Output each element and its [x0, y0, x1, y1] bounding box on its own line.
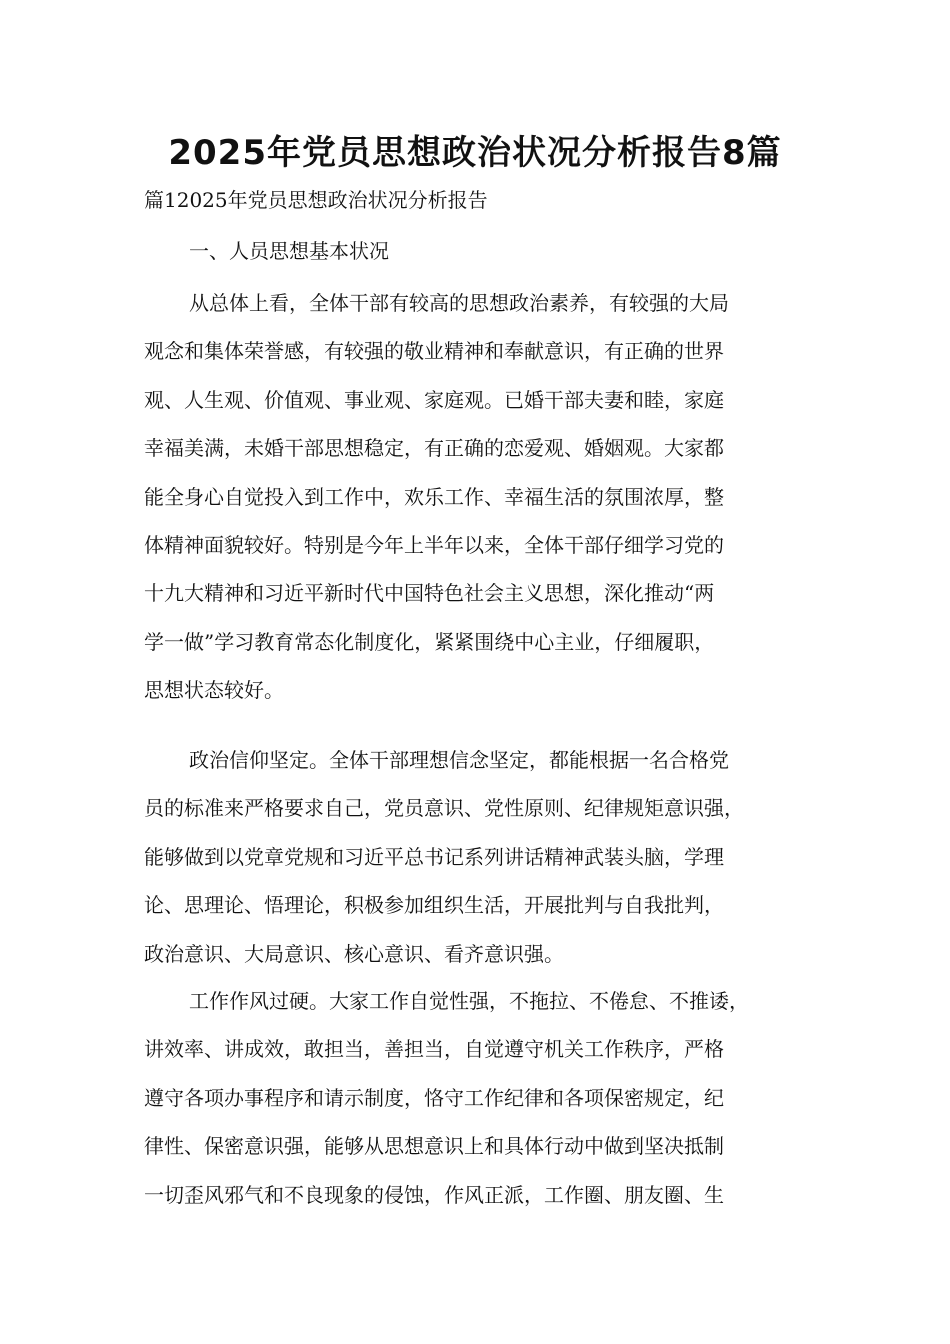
paragraph-political-belief [144, 736, 806, 978]
paragraph-line: 观、人生观、价值观、事业观、家庭观。已婚干部夫妻和睦，家庭 [144, 387, 724, 412]
paragraph-line: 幸福美满，未婚干部思想稳定，有正确的恋爱观、婚姻观。大家都 [144, 436, 724, 461]
document-title: 2025年党员思想政治状况分析报告8篇 [168, 133, 782, 173]
paragraph-line: 讲效率、讲成效，敢担当，善担当，自觉遵守机关工作秩序，严格 [144, 1037, 724, 1062]
paragraph-line: 政治信仰坚定。全体干部理想信念坚定，都能根据一名合格党 [189, 748, 729, 772]
paragraph-line: 遵守各项办事程序和请示制度，恪守工作纪律和各项保密规定，纪 [144, 1085, 724, 1110]
paragraph-line: 能够做到以党章党规和习近平总书记系列讲话精神武装头脑，学理 [144, 844, 724, 869]
document-subtitle: 篇12025年党员思想政治状况分析报告 [144, 188, 488, 212]
paragraph-line: 论、思理论、悟理论，积极参加组织生活，开展批判与自我批判， [144, 893, 724, 918]
paragraph-line: 律性、保密意识强，能够从思想意识上和具体行动中做到坚决抵制 [144, 1134, 724, 1159]
paragraph-line: 从总体上看，全体干部有较高的思想政治素养，有较强的大局 [189, 291, 729, 315]
section-heading: 一、人员思想基本状况 [189, 239, 389, 263]
paragraph-line: 体精神面貌较好。特别是今年上半年以来，全体干部仔细学习党的 [144, 533, 724, 558]
paragraph-line: 一切歪风邪气和不良现象的侵蚀，作风正派，工作圈、朋友圈、生 [144, 1182, 724, 1207]
paragraph-line: 员的标准来严格要求自己，党员意识、党性原则、纪律规矩意识强， [144, 796, 744, 821]
paragraph-overview [144, 279, 806, 715]
paragraph-line: 思想状态较好。 [144, 678, 284, 703]
paragraph-line: 学一做”学习教育常态化制度化，紧紧围绕中心主业，仔细履职， [144, 629, 715, 654]
paragraph-line: 能全身心自觉投入到工作中，欢乐工作、幸福生活的氛围浓厚，整 [144, 484, 724, 509]
paragraph-line: 工作作风过硬。大家工作自觉性强，不拖拉、不倦怠、不推诿， [189, 989, 749, 1013]
paragraph-line: 政治意识、大局意识、核心意识、看齐意识强。 [144, 941, 564, 966]
paragraph-line: 十九大精神和习近平新时代中国特色社会主义思想，深化推动“两 [144, 581, 715, 606]
paragraph-line: 观念和集体荣誉感，有较强的敬业精神和奉献意识，有正确的世界 [144, 339, 724, 364]
paragraph-work-style [144, 977, 806, 1219]
